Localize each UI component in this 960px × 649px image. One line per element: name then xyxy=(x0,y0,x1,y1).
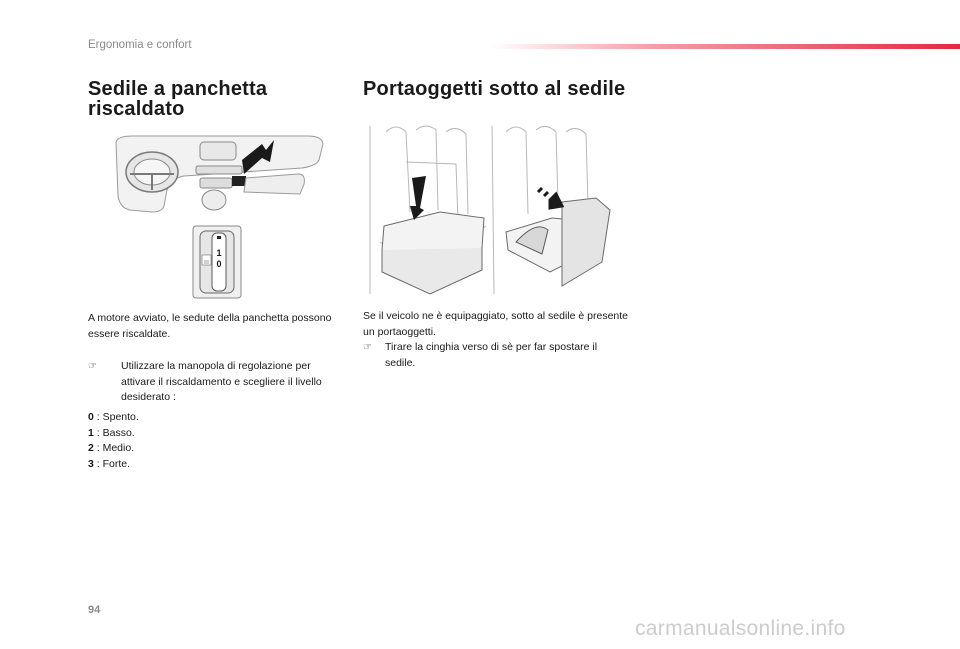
watermark: carmanualsonline.info xyxy=(635,617,846,640)
header-accent-line xyxy=(490,44,960,49)
under-seat-storage-title: Portaoggetti sotto al sedile xyxy=(363,78,626,100)
heated-bench-title xyxy=(88,79,328,119)
list-item: 2 : Medio. xyxy=(88,442,135,454)
storage-paragraph: Se il veicolo ne è equipaggiato, sotto al sedile è presente un portaoggetti. xyxy=(363,310,629,338)
heating-levels-list xyxy=(88,410,288,472)
knob-label-1: 1 xyxy=(216,248,222,258)
list-item: 0 : Spento. xyxy=(88,411,139,423)
pointing-finger-icon: ☞ xyxy=(363,342,372,353)
pointing-finger-icon: ☞ xyxy=(88,361,97,372)
storage-instruction xyxy=(363,340,623,371)
list-item: 3 : Forte. xyxy=(88,457,131,470)
knob-label-0: 0 xyxy=(216,259,222,269)
section-header: Ergonomia e confort xyxy=(88,39,192,51)
heated-bench-paragraph: A motore avviato, le sedute della panchetta possono essere riscaldate. xyxy=(88,312,332,340)
storage-instruction-text: Tirare la cinghia verso di sè per far spostare il sedile. xyxy=(385,341,598,369)
dashboard-illustration xyxy=(112,134,326,214)
heated-bench-instruction-text: Utilizzare la manopola di regolazione per attivare il riscaldamento e scegliere il livello desiderato : xyxy=(121,360,322,403)
heated-bench-title-line2: riscaldato xyxy=(88,98,185,120)
heating-knob-illustration xyxy=(192,225,242,299)
heated-bench-instruction xyxy=(88,359,348,406)
list-item: 1 : Basso. xyxy=(88,426,135,439)
under-seat-storage-illustration xyxy=(366,122,618,298)
heated-bench-title-line1: Sedile a panchetta xyxy=(88,78,268,100)
page-number: 94 xyxy=(88,604,101,616)
